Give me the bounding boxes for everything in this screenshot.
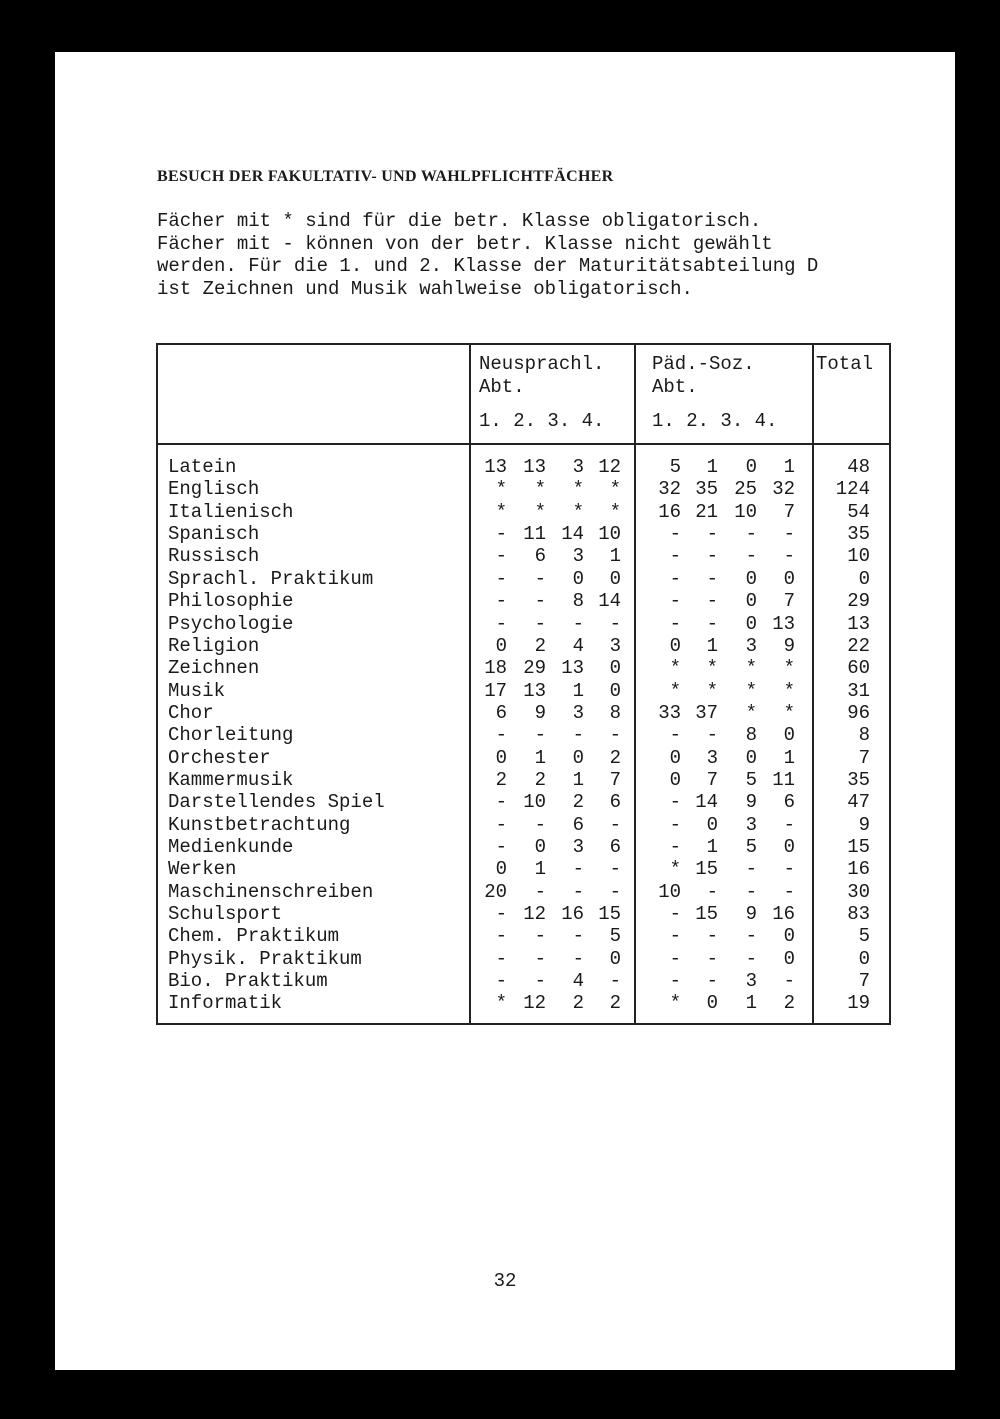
- neusprachl-class-2-value: *: [534, 500, 546, 523]
- neusprachl-class-3-value: 3: [572, 701, 584, 724]
- paedsoz-class-1-value: *: [669, 992, 681, 1015]
- neusprachl-class-2-value: 6: [534, 545, 546, 568]
- neusprachl-class-3-value: 16: [561, 903, 584, 925]
- neusprachl-class-3-value: 3: [572, 836, 584, 858]
- paedsoz-class-1-value: 0: [669, 634, 681, 657]
- paedsoz-class-4-value: 1: [783, 746, 795, 769]
- paedsoz-class-1-value: -: [669, 545, 681, 568]
- paedsoz-header: Päd.-Soz.: [652, 353, 755, 375]
- neusprachl-class-1-value: 6: [495, 701, 507, 724]
- paedsoz-class-1-value: -: [669, 724, 681, 747]
- paedsoz-class-1-value: 0: [669, 746, 681, 769]
- subject-label: Russisch: [168, 545, 260, 568]
- paedsoz-class-1-value: -: [669, 612, 681, 635]
- neusprachl-class-4-value: 0: [609, 567, 621, 590]
- total-value: 5: [858, 925, 870, 948]
- total-value: 35: [847, 523, 870, 546]
- neusprachl-class-4-value: -: [609, 880, 621, 903]
- neusprachl-class-labels: 1. 2. 3. 4.: [479, 410, 605, 432]
- paedsoz-class-4-value: -: [783, 545, 795, 568]
- total-value: 0: [858, 567, 870, 590]
- total-header: Total: [816, 353, 874, 375]
- neusprachl-class-2-value: -: [534, 612, 546, 635]
- paedsoz-class-2-value: -: [706, 947, 718, 970]
- paedsoz-class-4-value: 2: [783, 992, 795, 1015]
- table-border-left: [156, 343, 158, 1025]
- neusprachl-class-2-value: 10: [523, 791, 546, 814]
- subject-label: Schulsport: [168, 903, 283, 925]
- neusprachl-class-4-value: 2: [609, 992, 621, 1015]
- subject-label: Chor: [168, 701, 214, 724]
- neusprachl-class-1-value: 0: [495, 634, 507, 657]
- paedsoz-class-3-value: -: [745, 545, 757, 568]
- neusprachl-class-1-value: -: [495, 590, 507, 613]
- paedsoz-class-4-value: 9: [783, 634, 795, 657]
- neusprachl-class-4-value: 14: [598, 590, 621, 613]
- neusprachl-header: Neusprachl.: [479, 353, 605, 375]
- paedsoz-class-4-value: -: [783, 858, 795, 881]
- paedsoz-class-2-value: -: [706, 612, 718, 635]
- neusprachl-class-3-value: 4: [572, 970, 584, 993]
- paedsoz-class-4-value: -: [783, 970, 795, 993]
- neusprachl-class-1-value: *: [495, 478, 507, 501]
- subject-label: Chorleitung: [168, 724, 294, 747]
- subject-label: Bio. Praktikum: [168, 970, 328, 993]
- neusprachl-class-2-value: -: [534, 590, 546, 613]
- paedsoz-class-3-value: -: [745, 858, 757, 881]
- subject-label: Werken: [168, 858, 237, 881]
- paedsoz-class-2-value: 3: [706, 746, 718, 769]
- neusprachl-class-2-value: 2: [534, 768, 546, 791]
- paedsoz-class-1-value: -: [669, 903, 681, 925]
- total-value: 8: [858, 724, 870, 747]
- paedsoz-class-3-value: 25: [734, 478, 757, 501]
- paedsoz-class-3-value: 3: [745, 813, 757, 836]
- paedsoz-class-4-value: 0: [783, 836, 795, 858]
- paedsoz-class-2-value: 15: [695, 903, 718, 925]
- neusprachl-class-2-value: -: [534, 925, 546, 948]
- total-value: 60: [847, 657, 870, 680]
- total-value: 47: [847, 791, 870, 814]
- neusprachl-class-3-value: 1: [572, 679, 584, 702]
- paedsoz-class-2-value: 14: [695, 791, 718, 814]
- neusprachl-class-3-value: 6: [572, 813, 584, 836]
- neusprachl-class-1-value: *: [495, 992, 507, 1015]
- paedsoz-class-1-value: -: [669, 567, 681, 590]
- intro-line: werden. Für die 1. und 2. Klasse der Maturitätsabteilung D: [157, 255, 819, 277]
- column-divider-1: [469, 343, 471, 1025]
- paedsoz-class-2-value: 37: [695, 701, 718, 724]
- paedsoz-class-1-value: -: [669, 947, 681, 970]
- neusprachl-class-4-value: 7: [609, 768, 621, 791]
- paedsoz-class-1-value: -: [669, 813, 681, 836]
- neusprachl-class-1-value: 18: [484, 657, 507, 680]
- paedsoz-class-2-value: *: [706, 657, 718, 680]
- neusprachl-class-3-value: 2: [572, 992, 584, 1015]
- paedsoz-class-3-value: -: [745, 880, 757, 903]
- paedsoz-class-2-value: -: [706, 724, 718, 747]
- total-value: 124: [835, 478, 870, 501]
- total-value: 16: [847, 858, 870, 881]
- paedsoz-class-2-value: -: [706, 523, 718, 546]
- page-heading: BESUCH DER FAKULTATIV- UND WAHLPFLICHTFÄCHER: [157, 168, 614, 185]
- paedsoz-class-4-value: *: [783, 701, 795, 724]
- paedsoz-class-4-value: 1: [783, 456, 795, 478]
- paedsoz-class-1-value: 33: [658, 701, 681, 724]
- neusprachl-class-3-value: 1: [572, 768, 584, 791]
- paedsoz-class-2-value: -: [706, 567, 718, 590]
- paedsoz-class-2-value: -: [706, 925, 718, 948]
- total-value: 9: [858, 813, 870, 836]
- paedsoz-class-3-value: -: [745, 523, 757, 546]
- paedsoz-class-4-value: -: [783, 523, 795, 546]
- neusprachl-class-2-value: 12: [523, 992, 546, 1015]
- paedsoz-class-2-value: 1: [706, 836, 718, 858]
- paedsoz-class-3-value: 9: [745, 791, 757, 814]
- neusprachl-class-1-value: -: [495, 567, 507, 590]
- neusprachl-header-abt: Abt.: [479, 376, 525, 398]
- paedsoz-class-2-value: 0: [706, 992, 718, 1015]
- subject-label: Medienkunde: [168, 836, 294, 858]
- intro-text: [157, 210, 818, 300]
- neusprachl-class-1-value: *: [495, 500, 507, 523]
- neusprachl-class-3-value: 8: [572, 590, 584, 613]
- neusprachl-class-2-value: 0: [534, 836, 546, 858]
- paedsoz-class-4-value: -: [783, 880, 795, 903]
- subject-label: Latein: [168, 456, 237, 478]
- subject-label: Orchester: [168, 746, 271, 769]
- table-border-bottom: [156, 1023, 891, 1025]
- neusprachl-class-4-value: 3: [609, 634, 621, 657]
- neusprachl-class-4-value: 10: [598, 523, 621, 546]
- neusprachl-class-2-value: 1: [534, 746, 546, 769]
- paedsoz-class-1-value: -: [669, 523, 681, 546]
- paedsoz-class-1-value: 5: [669, 456, 681, 478]
- paedsoz-class-2-value: 1: [706, 456, 718, 478]
- subject-label: Sprachl. Praktikum: [168, 567, 374, 590]
- paedsoz-class-2-value: 0: [706, 813, 718, 836]
- paedsoz-class-2-value: -: [706, 970, 718, 993]
- paedsoz-class-3-value: 5: [745, 768, 757, 791]
- subject-label: Chem. Praktikum: [168, 925, 340, 948]
- neusprachl-class-3-value: *: [572, 478, 584, 501]
- paedsoz-class-2-value: -: [706, 590, 718, 613]
- subject-label: Kunstbetrachtung: [168, 813, 351, 836]
- paedsoz-class-3-value: 5: [745, 836, 757, 858]
- paedsoz-class-4-value: *: [783, 657, 795, 680]
- paedsoz-class-4-value: 32: [772, 478, 795, 501]
- paedsoz-class-3-value: 9: [745, 903, 757, 925]
- paedsoz-class-4-value: 0: [783, 567, 795, 590]
- neusprachl-class-4-value: 0: [609, 679, 621, 702]
- neusprachl-class-4-value: 5: [609, 925, 621, 948]
- paedsoz-class-1-value: -: [669, 970, 681, 993]
- neusprachl-class-3-value: -: [572, 612, 584, 635]
- subject-label: Philosophie: [168, 590, 294, 613]
- neusprachl-class-4-value: 6: [609, 791, 621, 814]
- paedsoz-class-3-value: 3: [745, 634, 757, 657]
- neusprachl-class-3-value: -: [572, 947, 584, 970]
- subject-label: Maschinenschreiben: [168, 880, 374, 903]
- neusprachl-class-1-value: -: [495, 903, 507, 925]
- neusprachl-class-2-value: 12: [523, 903, 546, 925]
- table-border-top: [156, 343, 891, 345]
- neusprachl-class-2-value: 11: [523, 523, 546, 546]
- neusprachl-class-4-value: -: [609, 612, 621, 635]
- subject-label: Informatik: [168, 992, 283, 1015]
- subject-label: Zeichnen: [168, 657, 260, 680]
- total-value: 96: [847, 701, 870, 724]
- paedsoz-class-4-value: 11: [772, 768, 795, 791]
- neusprachl-class-3-value: -: [572, 880, 584, 903]
- paedsoz-class-4-value: 6: [783, 791, 795, 814]
- neusprachl-class-1-value: 2: [495, 768, 507, 791]
- neusprachl-class-4-value: *: [609, 500, 621, 523]
- table-border-right: [889, 343, 891, 1025]
- total-value: 7: [858, 970, 870, 993]
- paedsoz-class-3-value: 0: [745, 590, 757, 613]
- paedsoz-class-1-value: *: [669, 679, 681, 702]
- neusprachl-class-4-value: -: [609, 724, 621, 747]
- neusprachl-class-2-value: -: [534, 947, 546, 970]
- neusprachl-class-4-value: 0: [609, 657, 621, 680]
- paedsoz-class-4-value: 0: [783, 947, 795, 970]
- paedsoz-class-2-value: *: [706, 679, 718, 702]
- subject-label: Italienisch: [168, 500, 294, 523]
- neusprachl-class-3-value: 13: [561, 657, 584, 680]
- paedsoz-class-2-value: 15: [695, 858, 718, 881]
- neusprachl-class-3-value: 0: [572, 746, 584, 769]
- paedsoz-class-4-value: 13: [772, 612, 795, 635]
- paedsoz-class-labels: 1. 2. 3. 4.: [652, 410, 778, 432]
- neusprachl-class-1-value: -: [495, 523, 507, 546]
- page-number: 32: [493, 1270, 517, 1292]
- subject-label: Musik: [168, 679, 226, 702]
- neusprachl-class-2-value: 13: [523, 679, 546, 702]
- neusprachl-class-2-value: 29: [523, 657, 546, 680]
- header-divider: [156, 443, 891, 445]
- neusprachl-class-1-value: -: [495, 947, 507, 970]
- neusprachl-class-3-value: 14: [561, 523, 584, 546]
- paedsoz-class-3-value: *: [745, 657, 757, 680]
- paedsoz-class-1-value: -: [669, 836, 681, 858]
- neusprachl-class-1-value: -: [495, 612, 507, 635]
- total-value: 19: [847, 992, 870, 1015]
- neusprachl-class-4-value: 6: [609, 836, 621, 858]
- paedsoz-header-abt: Abt.: [652, 376, 698, 398]
- neusprachl-class-2-value: *: [534, 478, 546, 501]
- subject-label: Religion: [168, 634, 260, 657]
- total-value: 7: [858, 746, 870, 769]
- neusprachl-class-1-value: -: [495, 813, 507, 836]
- paedsoz-class-3-value: 0: [745, 567, 757, 590]
- neusprachl-class-4-value: 15: [598, 903, 621, 925]
- paedsoz-class-3-value: 1: [745, 992, 757, 1015]
- neusprachl-class-2-value: -: [534, 567, 546, 590]
- paedsoz-class-3-value: *: [745, 679, 757, 702]
- paedsoz-class-4-value: 7: [783, 500, 795, 523]
- paedsoz-class-2-value: 7: [706, 768, 718, 791]
- paedsoz-class-3-value: 3: [745, 970, 757, 993]
- neusprachl-class-1-value: -: [495, 724, 507, 747]
- neusprachl-class-2-value: 2: [534, 634, 546, 657]
- paedsoz-class-3-value: -: [745, 947, 757, 970]
- neusprachl-class-3-value: -: [572, 925, 584, 948]
- total-value: 48: [847, 456, 870, 478]
- paedsoz-class-2-value: 1: [706, 634, 718, 657]
- paedsoz-class-2-value: 21: [695, 500, 718, 523]
- document-page: [55, 52, 955, 1370]
- subject-label: Spanisch: [168, 523, 260, 546]
- neusprachl-class-2-value: -: [534, 880, 546, 903]
- paedsoz-class-1-value: 16: [658, 500, 681, 523]
- neusprachl-class-3-value: 0: [572, 567, 584, 590]
- neusprachl-class-2-value: 9: [534, 701, 546, 724]
- paedsoz-class-1-value: 10: [658, 880, 681, 903]
- paedsoz-class-1-value: 32: [658, 478, 681, 501]
- column-divider-2: [634, 343, 636, 1025]
- neusprachl-class-3-value: *: [572, 500, 584, 523]
- paedsoz-class-4-value: 0: [783, 724, 795, 747]
- neusprachl-class-4-value: 8: [609, 701, 621, 724]
- total-value: 10: [847, 545, 870, 568]
- total-value: 31: [847, 679, 870, 702]
- neusprachl-class-1-value: 0: [495, 746, 507, 769]
- subject-label: Psychologie: [168, 612, 294, 635]
- total-value: 30: [847, 880, 870, 903]
- neusprachl-class-3-value: -: [572, 858, 584, 881]
- neusprachl-class-1-value: -: [495, 545, 507, 568]
- paedsoz-class-2-value: 35: [695, 478, 718, 501]
- neusprachl-class-4-value: 1: [609, 545, 621, 568]
- subject-label: Physik. Praktikum: [168, 947, 362, 970]
- total-value: 22: [847, 634, 870, 657]
- neusprachl-class-1-value: -: [495, 836, 507, 858]
- neusprachl-class-4-value: -: [609, 858, 621, 881]
- total-value: 13: [847, 612, 870, 635]
- paedsoz-class-4-value: 0: [783, 925, 795, 948]
- paedsoz-class-1-value: 0: [669, 768, 681, 791]
- neusprachl-class-4-value: -: [609, 970, 621, 993]
- paedsoz-class-2-value: -: [706, 545, 718, 568]
- total-value: 54: [847, 500, 870, 523]
- paedsoz-class-3-value: 0: [745, 612, 757, 635]
- enrollment-table: [156, 343, 891, 1025]
- paedsoz-class-2-value: -: [706, 880, 718, 903]
- subject-label: Englisch: [168, 478, 260, 501]
- neusprachl-class-3-value: 3: [572, 456, 584, 478]
- paedsoz-class-4-value: -: [783, 813, 795, 836]
- neusprachl-class-4-value: *: [609, 478, 621, 501]
- neusprachl-class-3-value: 4: [572, 634, 584, 657]
- paedsoz-class-3-value: 0: [745, 746, 757, 769]
- total-value: 15: [847, 836, 870, 858]
- neusprachl-class-2-value: -: [534, 970, 546, 993]
- paedsoz-class-1-value: *: [669, 858, 681, 881]
- column-divider-3: [812, 343, 814, 1025]
- paedsoz-class-3-value: 0: [745, 456, 757, 478]
- paedsoz-class-1-value: *: [669, 657, 681, 680]
- neusprachl-class-1-value: -: [495, 970, 507, 993]
- neusprachl-class-1-value: 17: [484, 679, 507, 702]
- neusprachl-class-4-value: 2: [609, 746, 621, 769]
- neusprachl-class-1-value: 20: [484, 880, 507, 903]
- paedsoz-class-1-value: -: [669, 791, 681, 814]
- paedsoz-class-4-value: *: [783, 679, 795, 702]
- neusprachl-class-3-value: 2: [572, 791, 584, 814]
- subject-label: Darstellendes Spiel: [168, 791, 385, 814]
- paedsoz-class-1-value: -: [669, 925, 681, 948]
- subject-label: Kammermusik: [168, 768, 294, 791]
- neusprachl-class-1-value: -: [495, 791, 507, 814]
- neusprachl-class-4-value: -: [609, 813, 621, 836]
- neusprachl-class-1-value: -: [495, 925, 507, 948]
- neusprachl-class-1-value: 13: [484, 456, 507, 478]
- paedsoz-class-3-value: *: [745, 701, 757, 724]
- paedsoz-class-3-value: -: [745, 925, 757, 948]
- neusprachl-class-3-value: -: [572, 724, 584, 747]
- paedsoz-class-1-value: -: [669, 590, 681, 613]
- neusprachl-class-4-value: 0: [609, 947, 621, 970]
- neusprachl-class-3-value: 3: [572, 545, 584, 568]
- neusprachl-class-1-value: 0: [495, 858, 507, 881]
- intro-line: Fächer mit * sind für die betr. Klasse obligatorisch.: [157, 210, 762, 232]
- paedsoz-class-3-value: 10: [734, 500, 757, 523]
- neusprachl-class-2-value: 1: [534, 858, 546, 881]
- paedsoz-class-4-value: 7: [783, 590, 795, 613]
- intro-line: Fächer mit - können von der betr. Klasse nicht gewählt: [157, 232, 773, 255]
- neusprachl-class-2-value: -: [534, 813, 546, 836]
- neusprachl-class-2-value: 13: [523, 456, 546, 478]
- total-value: 35: [847, 768, 870, 791]
- neusprachl-class-2-value: -: [534, 724, 546, 747]
- total-value: 0: [858, 947, 870, 970]
- paedsoz-class-4-value: 16: [772, 903, 795, 925]
- total-value: 83: [847, 903, 870, 925]
- paedsoz-class-3-value: 8: [745, 724, 757, 747]
- intro-line: ist Zeichnen und Musik wahlweise obligatorisch.: [157, 277, 693, 300]
- total-value: 29: [847, 590, 870, 613]
- neusprachl-class-4-value: 12: [598, 456, 621, 478]
